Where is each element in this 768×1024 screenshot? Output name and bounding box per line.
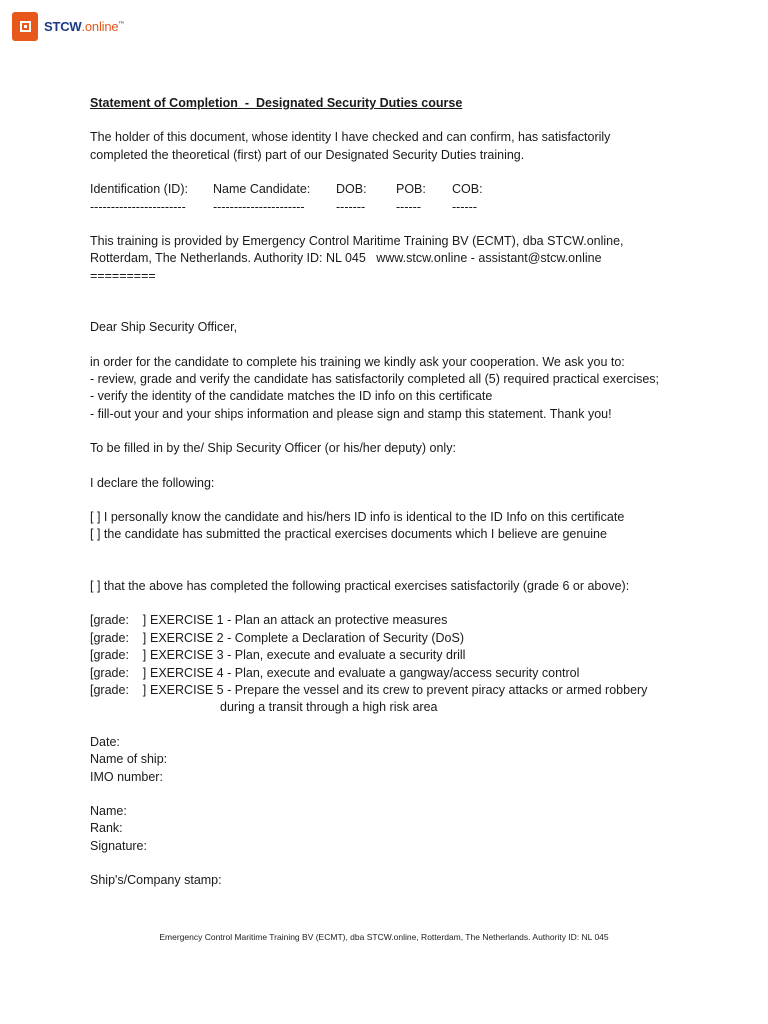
logo-tm: ™ [118, 21, 125, 28]
pob-dashes: ------ [396, 199, 421, 214]
id-header: Identification (ID): [90, 182, 188, 197]
logo-suffix: .online [81, 19, 119, 34]
grade-field[interactable]: [grade: ] [90, 665, 147, 680]
logo-wordmark [44, 19, 124, 34]
fill-note: To be filled in by the/ Ship Security Officer (or his/her deputy) only: [90, 441, 456, 456]
officer-rank-field[interactable]: Rank: [90, 821, 123, 836]
checkbox-identity[interactable]: [ ] I personally know the candidate and his/hers ID info is identical to the ID Info on this certificate [90, 510, 625, 525]
date-field[interactable]: Date: [90, 734, 120, 749]
exercise-desc: EXERCISE 1 - Plan an attack an protective measures [150, 613, 448, 628]
cob-dashes: ------ [452, 199, 477, 214]
exercise-desc: EXERCISE 4 - Plan, execute and evaluate a gangway/access security control [150, 665, 580, 680]
stamp-field[interactable]: Ship's/Company stamp: [90, 873, 222, 888]
document-title: Statement of Completion - Designated Security Duties course [90, 96, 463, 110]
checkbox-genuine[interactable]: [ ] the candidate has submitted the practical exercises documents which I believe are genuine [90, 527, 607, 542]
salutation: Dear Ship Security Officer, [90, 320, 238, 335]
exercise-5-continuation: during a transit through a high risk area [220, 700, 438, 715]
signature-field[interactable]: Signature: [90, 838, 147, 853]
exercise-row [90, 630, 690, 647]
checkbox-completed[interactable]: [ ] that the above has completed the following practical exercises satisfactorily (grade 6 or above): [90, 578, 630, 593]
pob-header: POB: [396, 182, 426, 197]
grade-field[interactable]: [grade: ] [90, 682, 147, 697]
exercise-desc: EXERCISE 3 - Plan, execute and evaluate a security drill [150, 648, 466, 663]
provider-line-2: Rotterdam, The Netherlands. Authority ID: NL 045 www.stcw.online - assistant@stcw.online [90, 251, 602, 266]
officer-name-field[interactable]: Name: [90, 803, 127, 818]
grade-field[interactable]: [grade: ] [90, 613, 147, 628]
request-line-2: - review, grade and verify the candidate has satisfactorily completed all (5) required practical exercises; [90, 372, 660, 387]
exercise-row [90, 647, 690, 664]
id-dashes: ----------------------- [90, 199, 186, 214]
imo-number-field[interactable]: IMO number: [90, 769, 163, 784]
document-body [90, 95, 690, 890]
cob-header: COB: [452, 182, 483, 197]
dob-header: DOB: [336, 182, 367, 197]
provider-line-1: This training is provided by Emergency Control Maritime Training BV (ECMT), dba STCW.online, [90, 234, 624, 248]
id-headers-row [90, 181, 690, 198]
page-footer: Emergency Control Maritime Training BV (ECMT), dba STCW.online, Rotterdam, The Netherlands. Authority ID: NL 045 [159, 932, 609, 942]
intro-line-2: completed the theoretical (first) part of our Designated Security Duties training. [90, 147, 525, 162]
exercise-row [90, 612, 690, 629]
id-dashes-row [90, 199, 690, 216]
request-line-1: in order for the candidate to complete his training we kindly ask your cooperation. We ask you to: [90, 354, 625, 369]
declare-heading: I declare the following: [90, 475, 215, 490]
intro-line-1: The holder of this document, whose identity I have checked and can confirm, has satisfactorily [90, 130, 611, 145]
name-header: Name Candidate: [213, 182, 311, 197]
logo-mark-icon [12, 12, 38, 41]
name-dashes: ---------------------- [213, 199, 305, 214]
dob-dashes: ------- [336, 199, 366, 214]
exercise-desc: EXERCISE 5 - Prepare the vessel and its crew to prevent piracy attacks or armed robbery [150, 682, 648, 697]
exercise-desc: EXERCISE 2 - Complete a Declaration of Security (DoS) [150, 630, 465, 645]
exercise-row [90, 665, 690, 682]
grade-field[interactable]: [grade: ] [90, 648, 147, 663]
grade-field[interactable]: [grade: ] [90, 630, 147, 645]
provider-separator: ========= [90, 268, 156, 283]
exercise-row [90, 682, 690, 699]
logo-brand: STCW [44, 19, 82, 34]
request-line-4: - fill-out your and your ships information and please sign and stamp this statement. Thank you! [90, 406, 612, 421]
ship-name-field[interactable]: Name of ship: [90, 752, 168, 767]
request-line-3: - verify the identity of the candidate matches the ID info on this certificate [90, 389, 493, 404]
stcw-logo [12, 12, 124, 41]
